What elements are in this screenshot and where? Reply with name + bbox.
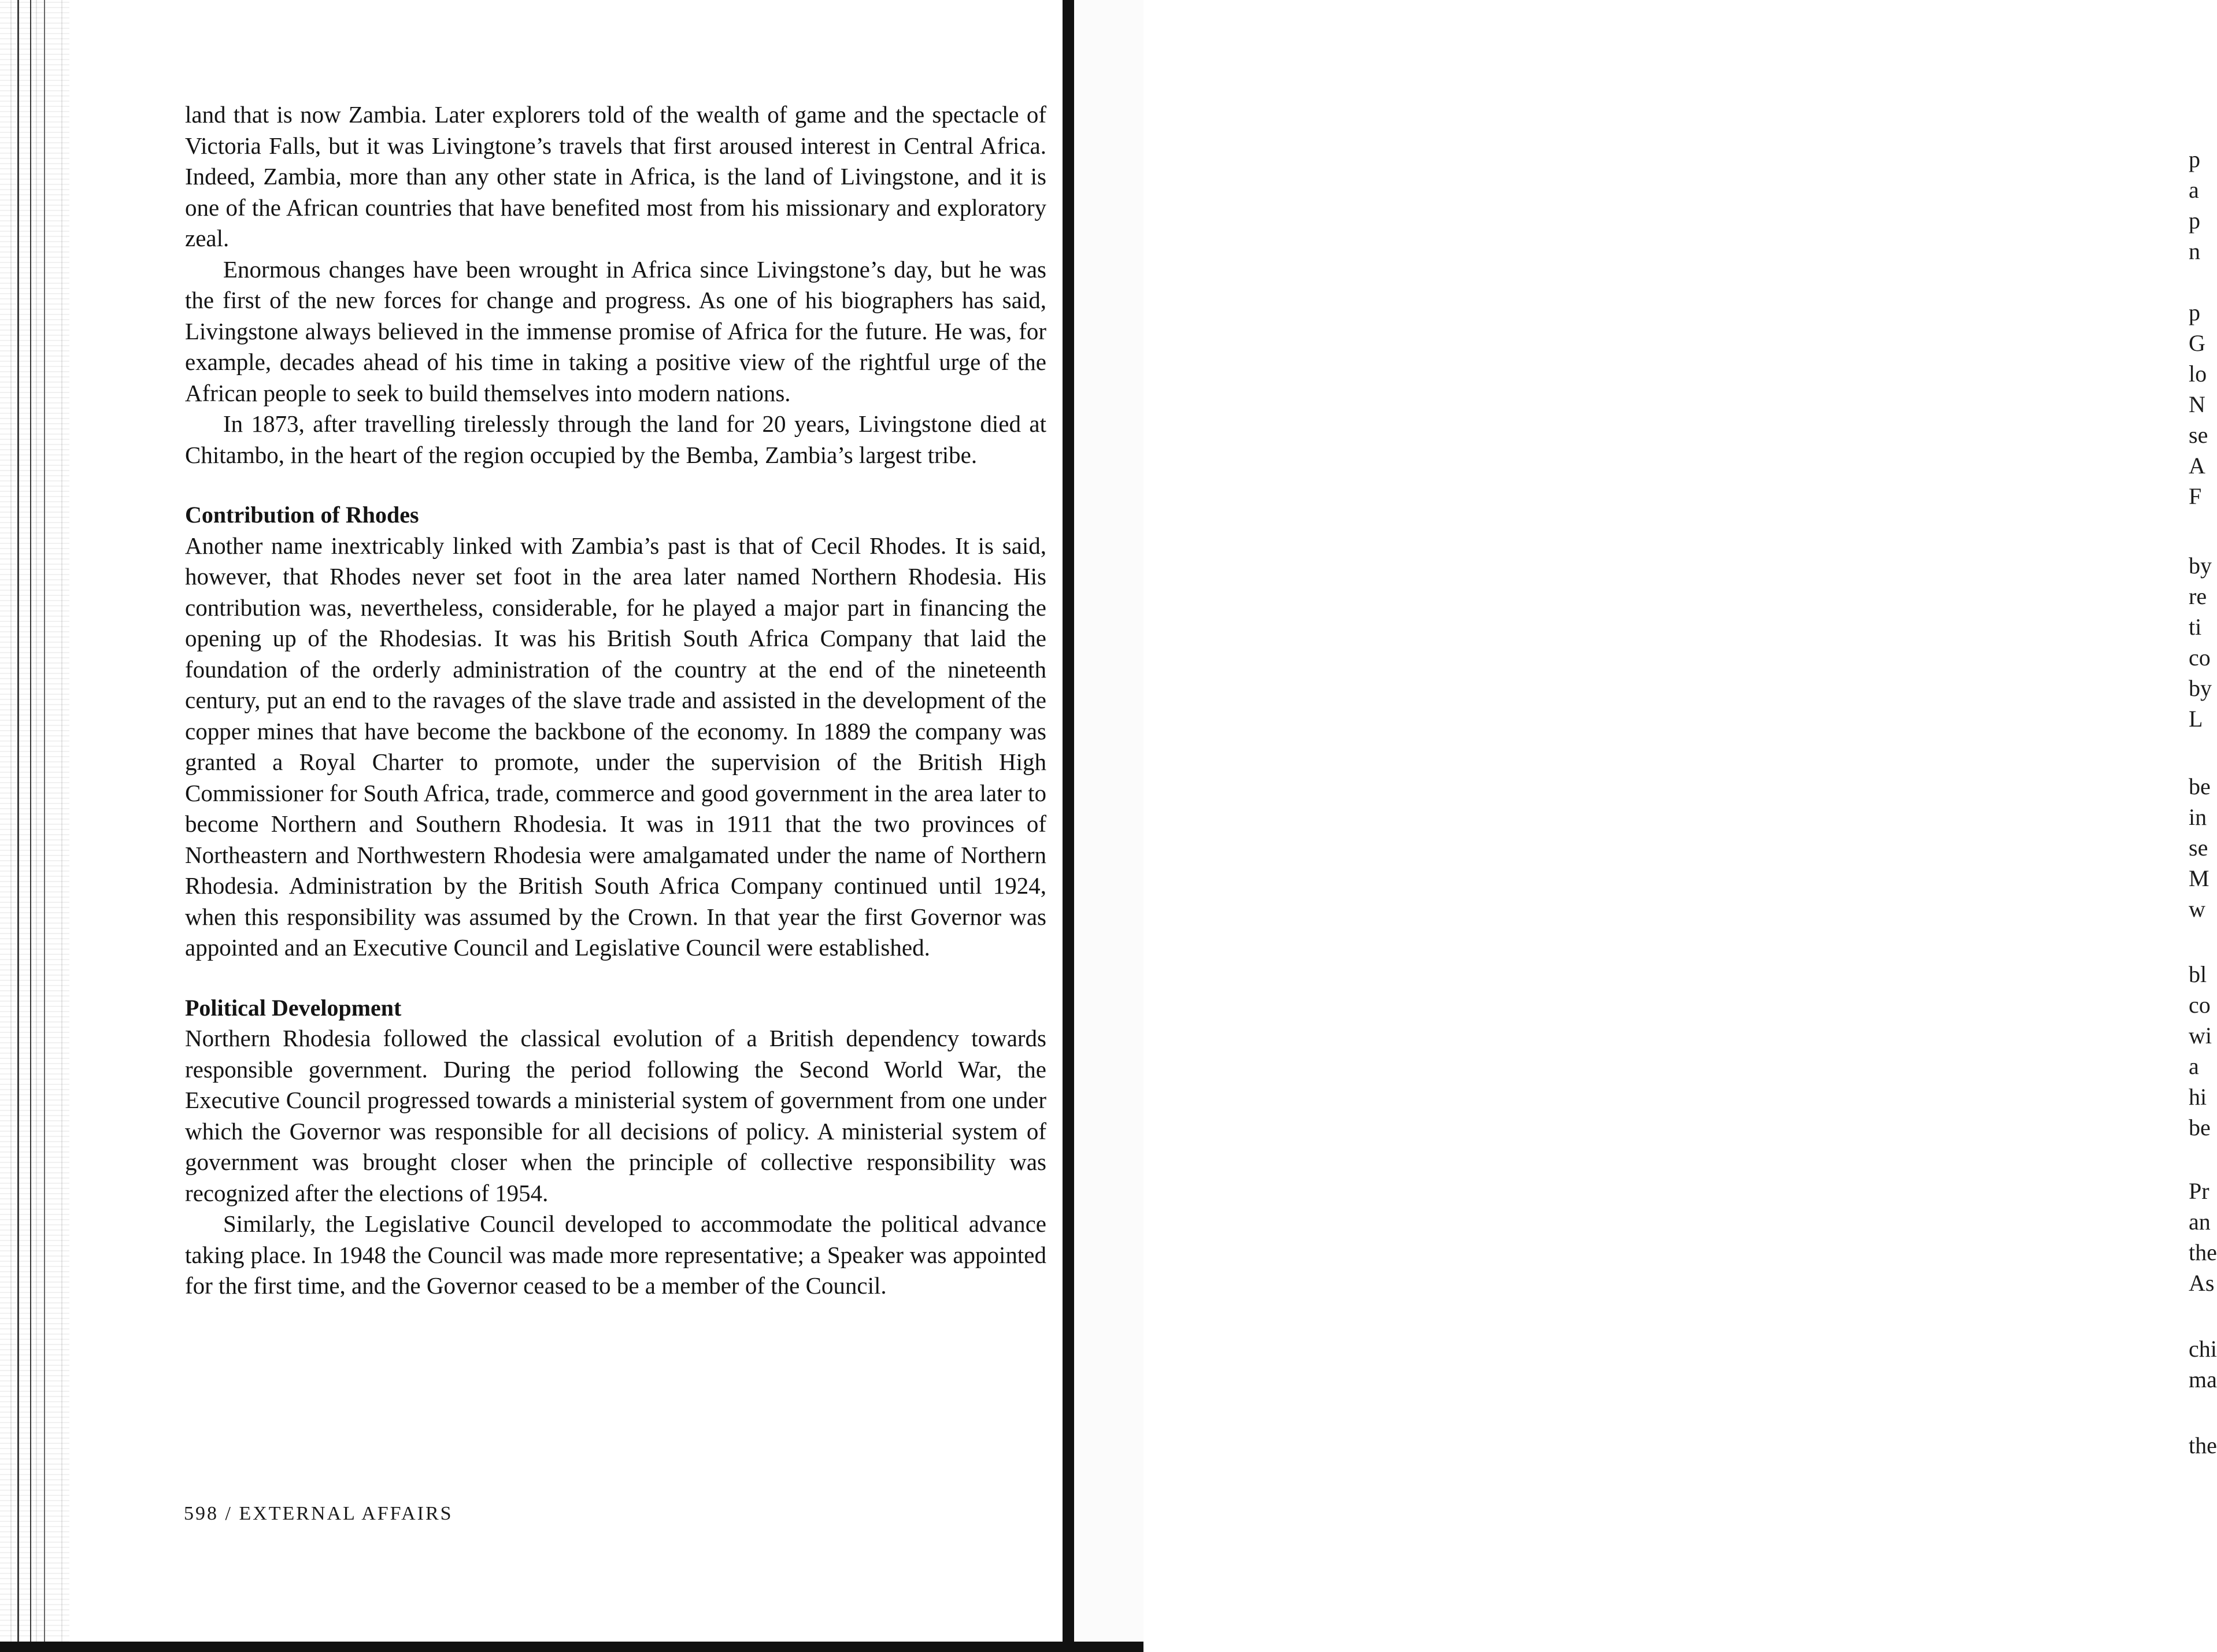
facing-page-fragment: the xyxy=(2189,1432,2217,1458)
paragraph: Northern Rhodesia followed the classical evolution of a British dependency towards responsible government. During the period following the Second World War, the Executive Council progressed towards a ministerial system of government from one under which the Governor was responsible for all decisions of policy. A ministerial system of government was brought closer when the principle of collective responsibility was recognized after the elections of 1954. xyxy=(185,1025,1046,1206)
facing-page-fragment: be xyxy=(2189,1114,2211,1140)
paragraph: Another name inextricably linked with Zambia’s past is that of Cecil Rhodes. It is said, however, that Rhodes never set foot in the area later named Northern Rhodesia. His contribution was, nevertheless, considerable, for he played a major part in financing the opening up of the Rhodesias. It was his British South Africa Company that laid the foundation of the orderly administration of the country at the end of the nineteenth century, put an end to the ravages of the slave trade and assisted in the development of the copper mines that have become the backbone of the economy. In 1889 the company was granted a Royal Charter to promote, under the supervision of the British High Commissioner for South Africa, trade, commerce and good government in the area later to become Northern and Southern Rhodesia. It was in 1911 that the two provinces of Northeastern and Northwestern Rhodesia were amalgamated under the name of Northern Rhodesia. Administration by the British South Africa Company continued until 1924, when this responsibility was assumed by the Crown. In that year the first Governor was appointed and an Executive Council and Legislative Council were established. xyxy=(185,532,1046,961)
facing-page-fragment: F xyxy=(2189,483,2202,509)
facing-page-fragment: Pr xyxy=(2189,1178,2209,1204)
facing-page-fragment: As xyxy=(2189,1270,2215,1296)
facing-page-fragment: p xyxy=(2189,208,2200,234)
facing-page-fragment: hi xyxy=(2189,1084,2207,1110)
facing-page-fragment: co xyxy=(2189,644,2211,671)
facing-page-fragment: p xyxy=(2189,299,2200,325)
facing-page-fragment: a xyxy=(2189,1053,2199,1079)
paragraph: Similarly, the Legislative Council developed to accommodate the political advance taking place. In 1948 the Council was made more representative; a Speaker was appointed for the first time, and the Governor ceased to be a member of the Council. xyxy=(185,1210,1046,1299)
paragraph: Enormous changes have been wrought in Africa since Livingstone’s day, but he was the first of the new forces for change and progress. As one of his biographers has said, Livingstone always believed in the immense promise of Africa for the future. He was, for example, decades ahead of his time in taking a positive view of the rightful urge of the African people to seek to build themselves into modern nations. xyxy=(185,255,1046,406)
facing-page-fragment: be xyxy=(2189,773,2211,799)
facing-page-fragment: a xyxy=(2189,177,2199,203)
facing-page-fragment: in xyxy=(2189,804,2207,830)
facing-page-fragment: se xyxy=(2189,422,2208,448)
facing-page-fragment: ti xyxy=(2189,614,2202,640)
paragraph: land that is now Zambia. Later explorers told of the wealth of game and the spectacle of Victoria Falls, but it was Livingtone’s travels that first aroused interest in Central Africa. Indeed, Zambia, more than any other state in Africa, is the land of Livingstone, and it is one of the African countries that have benefited most from his missionary and exploratory zeal. xyxy=(185,101,1046,251)
facing-page-fragment: by xyxy=(2189,675,2212,701)
facing-page-fragment: se xyxy=(2189,835,2208,861)
facing-page-fragment: M xyxy=(2189,865,2209,891)
facing-page-fragment: N xyxy=(2189,391,2205,417)
binding-shadow xyxy=(0,0,69,1652)
page-folio: 598 / EXTERNAL AFFAIRS xyxy=(184,1503,453,1524)
page-edge-shadow xyxy=(1063,0,1074,1652)
facing-page-fragment: lo xyxy=(2189,361,2207,387)
section-heading: Contribution of Rhodes xyxy=(185,502,419,528)
facing-page-fragment: the xyxy=(2189,1239,2217,1265)
facing-page-fragment: by xyxy=(2189,553,2212,579)
facing-page-fragment: bl xyxy=(2189,961,2207,987)
facing-page xyxy=(1074,0,2217,1642)
page-body xyxy=(185,99,1046,1302)
section-heading: Political Development xyxy=(185,994,402,1021)
facing-page-fragment: wi xyxy=(2189,1023,2212,1049)
facing-page-fragment: chi xyxy=(2189,1336,2217,1362)
facing-page-fragment: n xyxy=(2189,238,2200,264)
facing-page-fragment: L xyxy=(2189,706,2203,732)
facing-page-fragment: p xyxy=(2189,146,2200,172)
facing-page-fragment: co xyxy=(2189,992,2211,1018)
binding-line xyxy=(17,0,19,1652)
facing-page-fragment: an xyxy=(2189,1209,2211,1235)
page-bottom-edge xyxy=(0,1642,1143,1652)
facing-page-fragment: w xyxy=(2189,896,2205,922)
paragraph: In 1873, after travelling tirelessly through the land for 20 years, Livingstone died at Chitambo, in the heart of the region occupied by the Bemba, Zambia’s largest tribe. xyxy=(185,410,1046,468)
facing-page-fragment: G xyxy=(2189,330,2205,356)
facing-page-fragment: ma xyxy=(2189,1366,2217,1392)
binding-line xyxy=(44,0,45,1652)
facing-page-fragment: re xyxy=(2189,583,2207,609)
binding-line xyxy=(30,0,31,1652)
facing-page-fragment: A xyxy=(2189,453,2205,479)
